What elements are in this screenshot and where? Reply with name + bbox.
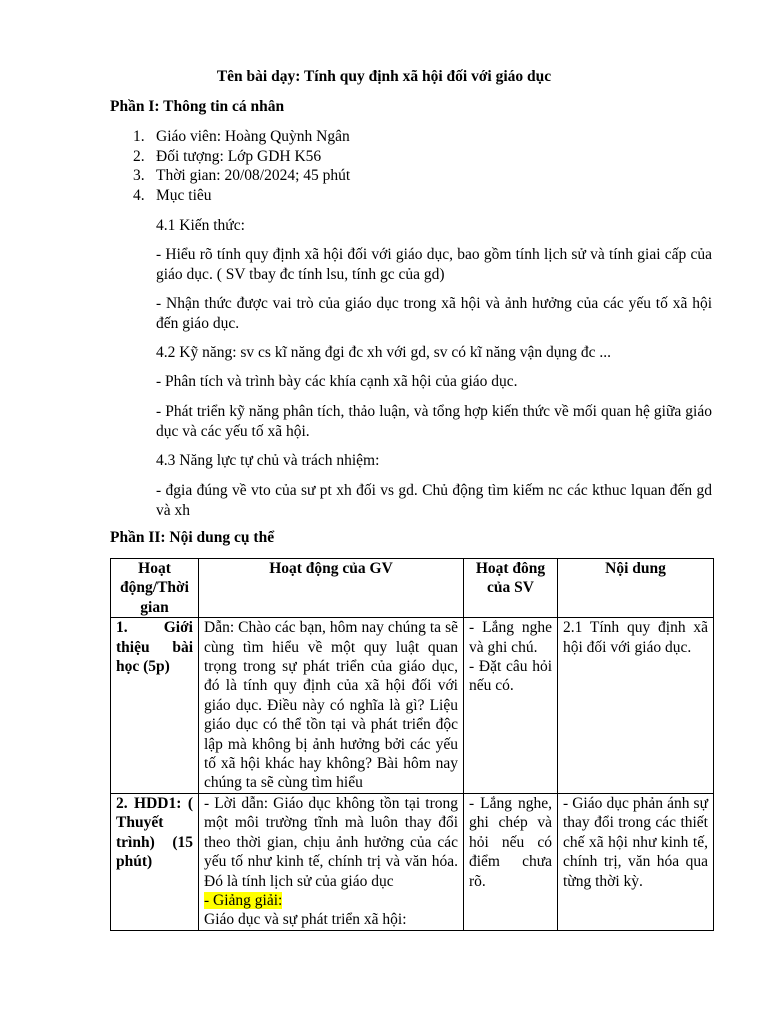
content-cell: - Giáo dục phản ánh sự thay đổi trong các thiết chế xã hội như kinh tế, chính trị, văn hóa qua từng thời kỳ.: [558, 793, 714, 930]
autonomy-paragraph: - đgia đúng về vto của sư pt xh đối vs gd. Chủ động tìm kiếm nc các kthuc lquan đến gd và xh: [156, 482, 712, 519]
sv-line: - Đặt câu hỏi nếu có.: [469, 658, 552, 695]
table-row: [111, 793, 714, 930]
gv-line: Giáo dục và sự phát triển xã hội:: [204, 911, 407, 929]
list-item: 2. Đối tượng: Lớp GDH K56: [133, 148, 322, 165]
gv-line: - Lời dẫn: Giáo dục không tồn tại trong một môi trường tĩnh mà luôn thay đổi theo thời gian, chịu ảnh hưởng của các yếu tố như kinh tế, chính trị và văn hóa. Đó là tính lịch sử của giáo dục: [204, 794, 458, 890]
skills-paragraph: - Phát triển kỹ năng phân tích, thảo luận, và tổng hợp kiến thức về mối quan hệ giữa giáo dục và các yếu tố xã hội.: [156, 403, 712, 440]
column-header: Hoạt đông của SV: [464, 559, 558, 618]
gv-cell: [199, 793, 464, 930]
table-row: [111, 618, 714, 794]
activity-cell: 2. HDD1: ( Thuyết trình) (15 phút): [111, 793, 199, 930]
table-header-row: [111, 559, 714, 618]
knowledge-title: 4.1 Kiến thức:: [156, 217, 245, 234]
list-item: 1. Giáo viên: Hoàng Quỳnh Ngân: [133, 128, 350, 145]
activity-cell: 1. Giới thiệu bài học (5p): [111, 618, 199, 794]
knowledge-paragraph: - Hiểu rõ tính quy định xã hội đối với giáo dục, bao gồm tính lịch sử và tính giai cấp của giáo dục. ( SV tbay đc tính lsu, tính gc của gd): [156, 246, 712, 283]
content-cell: 2.1 Tính quy định xã hội đối với giáo dục.: [558, 618, 714, 794]
lesson-table: [110, 558, 714, 931]
sv-line: - Lắng nghe và ghi chú.: [469, 619, 552, 656]
column-header: Hoạt động/Thời gian: [111, 559, 199, 618]
part1-heading: Phần I: Thông tin cá nhân: [110, 98, 285, 115]
autonomy-title: 4.3 Năng lực tự chủ và trách nhiệm:: [156, 452, 380, 469]
lesson-title: Tên bài dạy: Tính quy định xã hội đối với giáo dục: [216, 68, 552, 85]
gv-cell: Dẫn: Chào các bạn, hôm nay chúng ta sẽ cùng tìm hiểu về một quy luật quan trọng trong sự phát triển của giáo dục, đó là tính quy định của xã hội đối với giáo dục. Điều này có nghĩa là gì? Liệu giáo dục có thể tồn tại và phát triển độc lập mà không bị ảnh hưởng bởi các yếu tố xã hội khác hay không? Bài hôm nay chúng ta sẽ cùng tìm hiểu: [199, 618, 464, 794]
list-item: 4. Mục tiêu: [133, 187, 212, 204]
list-item: 3. Thời gian: 20/08/2024; 45 phút: [133, 167, 351, 184]
column-header: Nội dung: [558, 559, 714, 618]
column-header: Hoạt động của GV: [199, 559, 464, 618]
skills-title: 4.2 Kỹ năng: sv cs kĩ năng đgi đc xh với gd, sv có kĩ năng vận dụng đc ...: [156, 344, 612, 361]
highlighted-text: - Giảng giải:: [204, 891, 283, 909]
sv-cell: - Lắng nghe, ghi chép và hỏi nếu có điểm chưa rõ.: [464, 793, 558, 930]
part2-heading: Phần II: Nội dung cụ thể: [110, 529, 275, 546]
skills-paragraph: - Phân tích và trình bày các khía cạnh xã hội của giáo dục.: [156, 373, 518, 390]
knowledge-paragraph: - Nhận thức được vai trò của giáo dục trong xã hội và ảnh hưởng của các yếu tố xã hội đến giáo dục.: [156, 295, 712, 332]
sv-cell: [464, 618, 558, 794]
